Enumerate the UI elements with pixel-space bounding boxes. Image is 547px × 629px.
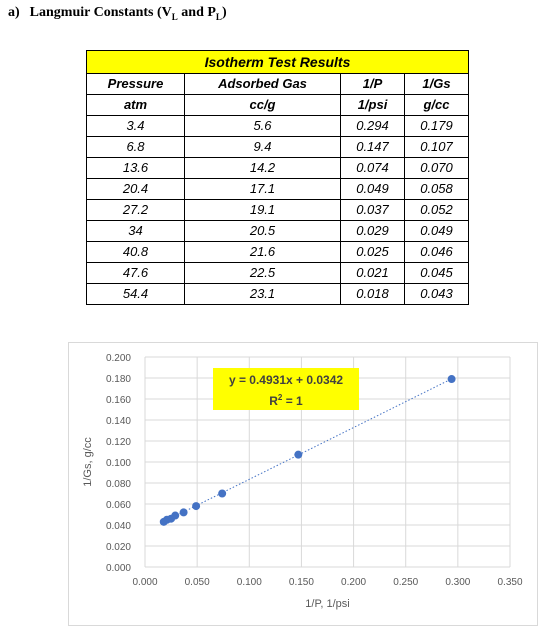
- cell-inverse-gs: 0.107: [405, 137, 469, 158]
- x-tick-label: 0.250: [393, 577, 419, 588]
- cell-inverse-gs: 0.052: [405, 200, 469, 221]
- table-row: [87, 200, 469, 221]
- cell-adsorbed-gas: 21.6: [185, 242, 341, 263]
- column-header-inverse-gs: 1/Gs: [405, 74, 469, 95]
- cell-adsorbed-gas: 20.5: [185, 221, 341, 242]
- cell-inverse-gs: 0.058: [405, 179, 469, 200]
- cell-pressure: 34: [87, 221, 185, 242]
- table-title: Isotherm Test Results: [87, 51, 469, 74]
- cell-inverse-pressure: 0.018: [341, 284, 405, 305]
- table-row: [87, 221, 469, 242]
- cell-pressure: 54.4: [87, 284, 185, 305]
- cell-inverse-pressure: 0.049: [341, 179, 405, 200]
- data-point: [294, 451, 302, 459]
- cell-pressure: 47.6: [87, 263, 185, 284]
- cell-inverse-gs: 0.045: [405, 263, 469, 284]
- x-axis-title: 1/P, 1/psi: [305, 598, 350, 610]
- cell-inverse-pressure: 0.074: [341, 158, 405, 179]
- y-tick-label: 0.080: [105, 479, 131, 490]
- cell-inverse-gs: 0.179: [405, 116, 469, 137]
- table-row: [87, 263, 469, 284]
- y-tick-label: 0.120: [105, 437, 131, 448]
- cell-adsorbed-gas: 23.1: [185, 284, 341, 305]
- data-point: [160, 518, 168, 526]
- x-tick-label: 0.350: [497, 577, 523, 588]
- section-label: a): [8, 5, 20, 20]
- table-row: [87, 284, 469, 305]
- isotherm-results-table: [86, 50, 469, 305]
- column-header-pressure: Pressure: [87, 74, 185, 95]
- y-tick-label: 0.140: [105, 416, 131, 427]
- cell-pressure: 27.2: [87, 200, 185, 221]
- heading-sub-p: L: [215, 11, 222, 22]
- cell-inverse-gs: 0.043: [405, 284, 469, 305]
- cell-adsorbed-gas: 14.2: [185, 158, 341, 179]
- x-tick-label: 0.150: [288, 577, 314, 588]
- cell-adsorbed-gas: 19.1: [185, 200, 341, 221]
- heading-text-mid: and P: [177, 5, 216, 20]
- x-tick-label: 0.100: [236, 577, 262, 588]
- x-tick-label: 0.300: [445, 577, 471, 588]
- data-point: [448, 375, 456, 383]
- unit-pressure: atm: [87, 95, 185, 116]
- cell-pressure: 20.4: [87, 179, 185, 200]
- section-heading: [8, 5, 227, 22]
- x-tick-label: 0.050: [184, 577, 210, 588]
- trendline-equation: y = 0.4931x + 0.0342: [228, 373, 344, 387]
- cell-inverse-gs: 0.046: [405, 242, 469, 263]
- cell-inverse-pressure: 0.025: [341, 242, 405, 263]
- cell-pressure: 13.6: [87, 158, 185, 179]
- cell-inverse-pressure: 0.021: [341, 263, 405, 284]
- table-row: [87, 116, 469, 137]
- trendline-equation-box: [213, 368, 359, 410]
- cell-pressure: 6.8: [87, 137, 185, 158]
- cell-pressure: 3.4: [87, 116, 185, 137]
- cell-inverse-gs: 0.070: [405, 158, 469, 179]
- y-axis-title: 1/Gs, g/cc: [82, 437, 94, 487]
- y-tick-label: 0.020: [105, 542, 131, 553]
- data-point: [180, 508, 188, 516]
- cell-adsorbed-gas: 22.5: [185, 263, 341, 284]
- cell-inverse-pressure: 0.037: [341, 200, 405, 221]
- table-row: [87, 137, 469, 158]
- heading-sub-v: L: [171, 11, 178, 22]
- unit-adsorbed-gas: cc/g: [185, 95, 341, 116]
- data-point: [218, 490, 226, 498]
- table-row: [87, 179, 469, 200]
- y-tick-label: 0.200: [105, 353, 131, 364]
- column-header-adsorbed-gas: Adsorbed Gas: [185, 74, 341, 95]
- r-squared-label: [213, 389, 359, 410]
- column-header-inverse-pressure: 1/P: [341, 74, 405, 95]
- y-tick-label: 0.180: [105, 374, 131, 385]
- table-row: [87, 158, 469, 179]
- cell-inverse-pressure: 0.147: [341, 137, 405, 158]
- data-point: [192, 502, 200, 510]
- y-tick-label: 0.060: [105, 500, 131, 511]
- table-body: [87, 116, 469, 305]
- cell-adsorbed-gas: 5.6: [185, 116, 341, 137]
- r-squared-suffix: = 1: [282, 394, 303, 408]
- unit-inverse-pressure: 1/psi: [341, 95, 405, 116]
- heading-text-prefix: Langmuir Constants (V: [29, 5, 172, 20]
- cell-inverse-gs: 0.049: [405, 221, 469, 242]
- x-tick-label: 0.000: [132, 577, 158, 588]
- y-tick-label: 0.040: [105, 521, 131, 532]
- cell-inverse-pressure: 0.029: [341, 221, 405, 242]
- r-squared-sup: 2: [277, 393, 283, 402]
- y-tick-label: 0.000: [105, 563, 131, 574]
- x-tick-label: 0.200: [341, 577, 367, 588]
- heading-text-suffix: ): [221, 5, 227, 20]
- table-row: [87, 242, 469, 263]
- y-tick-label: 0.100: [105, 458, 131, 469]
- chart-area: [68, 342, 538, 626]
- cell-adsorbed-gas: 17.1: [185, 179, 341, 200]
- cell-inverse-pressure: 0.294: [341, 116, 405, 137]
- y-tick-label: 0.160: [105, 395, 131, 406]
- cell-pressure: 40.8: [87, 242, 185, 263]
- cell-adsorbed-gas: 9.4: [185, 137, 341, 158]
- r-squared-prefix: R: [269, 394, 278, 408]
- unit-inverse-gs: g/cc: [405, 95, 469, 116]
